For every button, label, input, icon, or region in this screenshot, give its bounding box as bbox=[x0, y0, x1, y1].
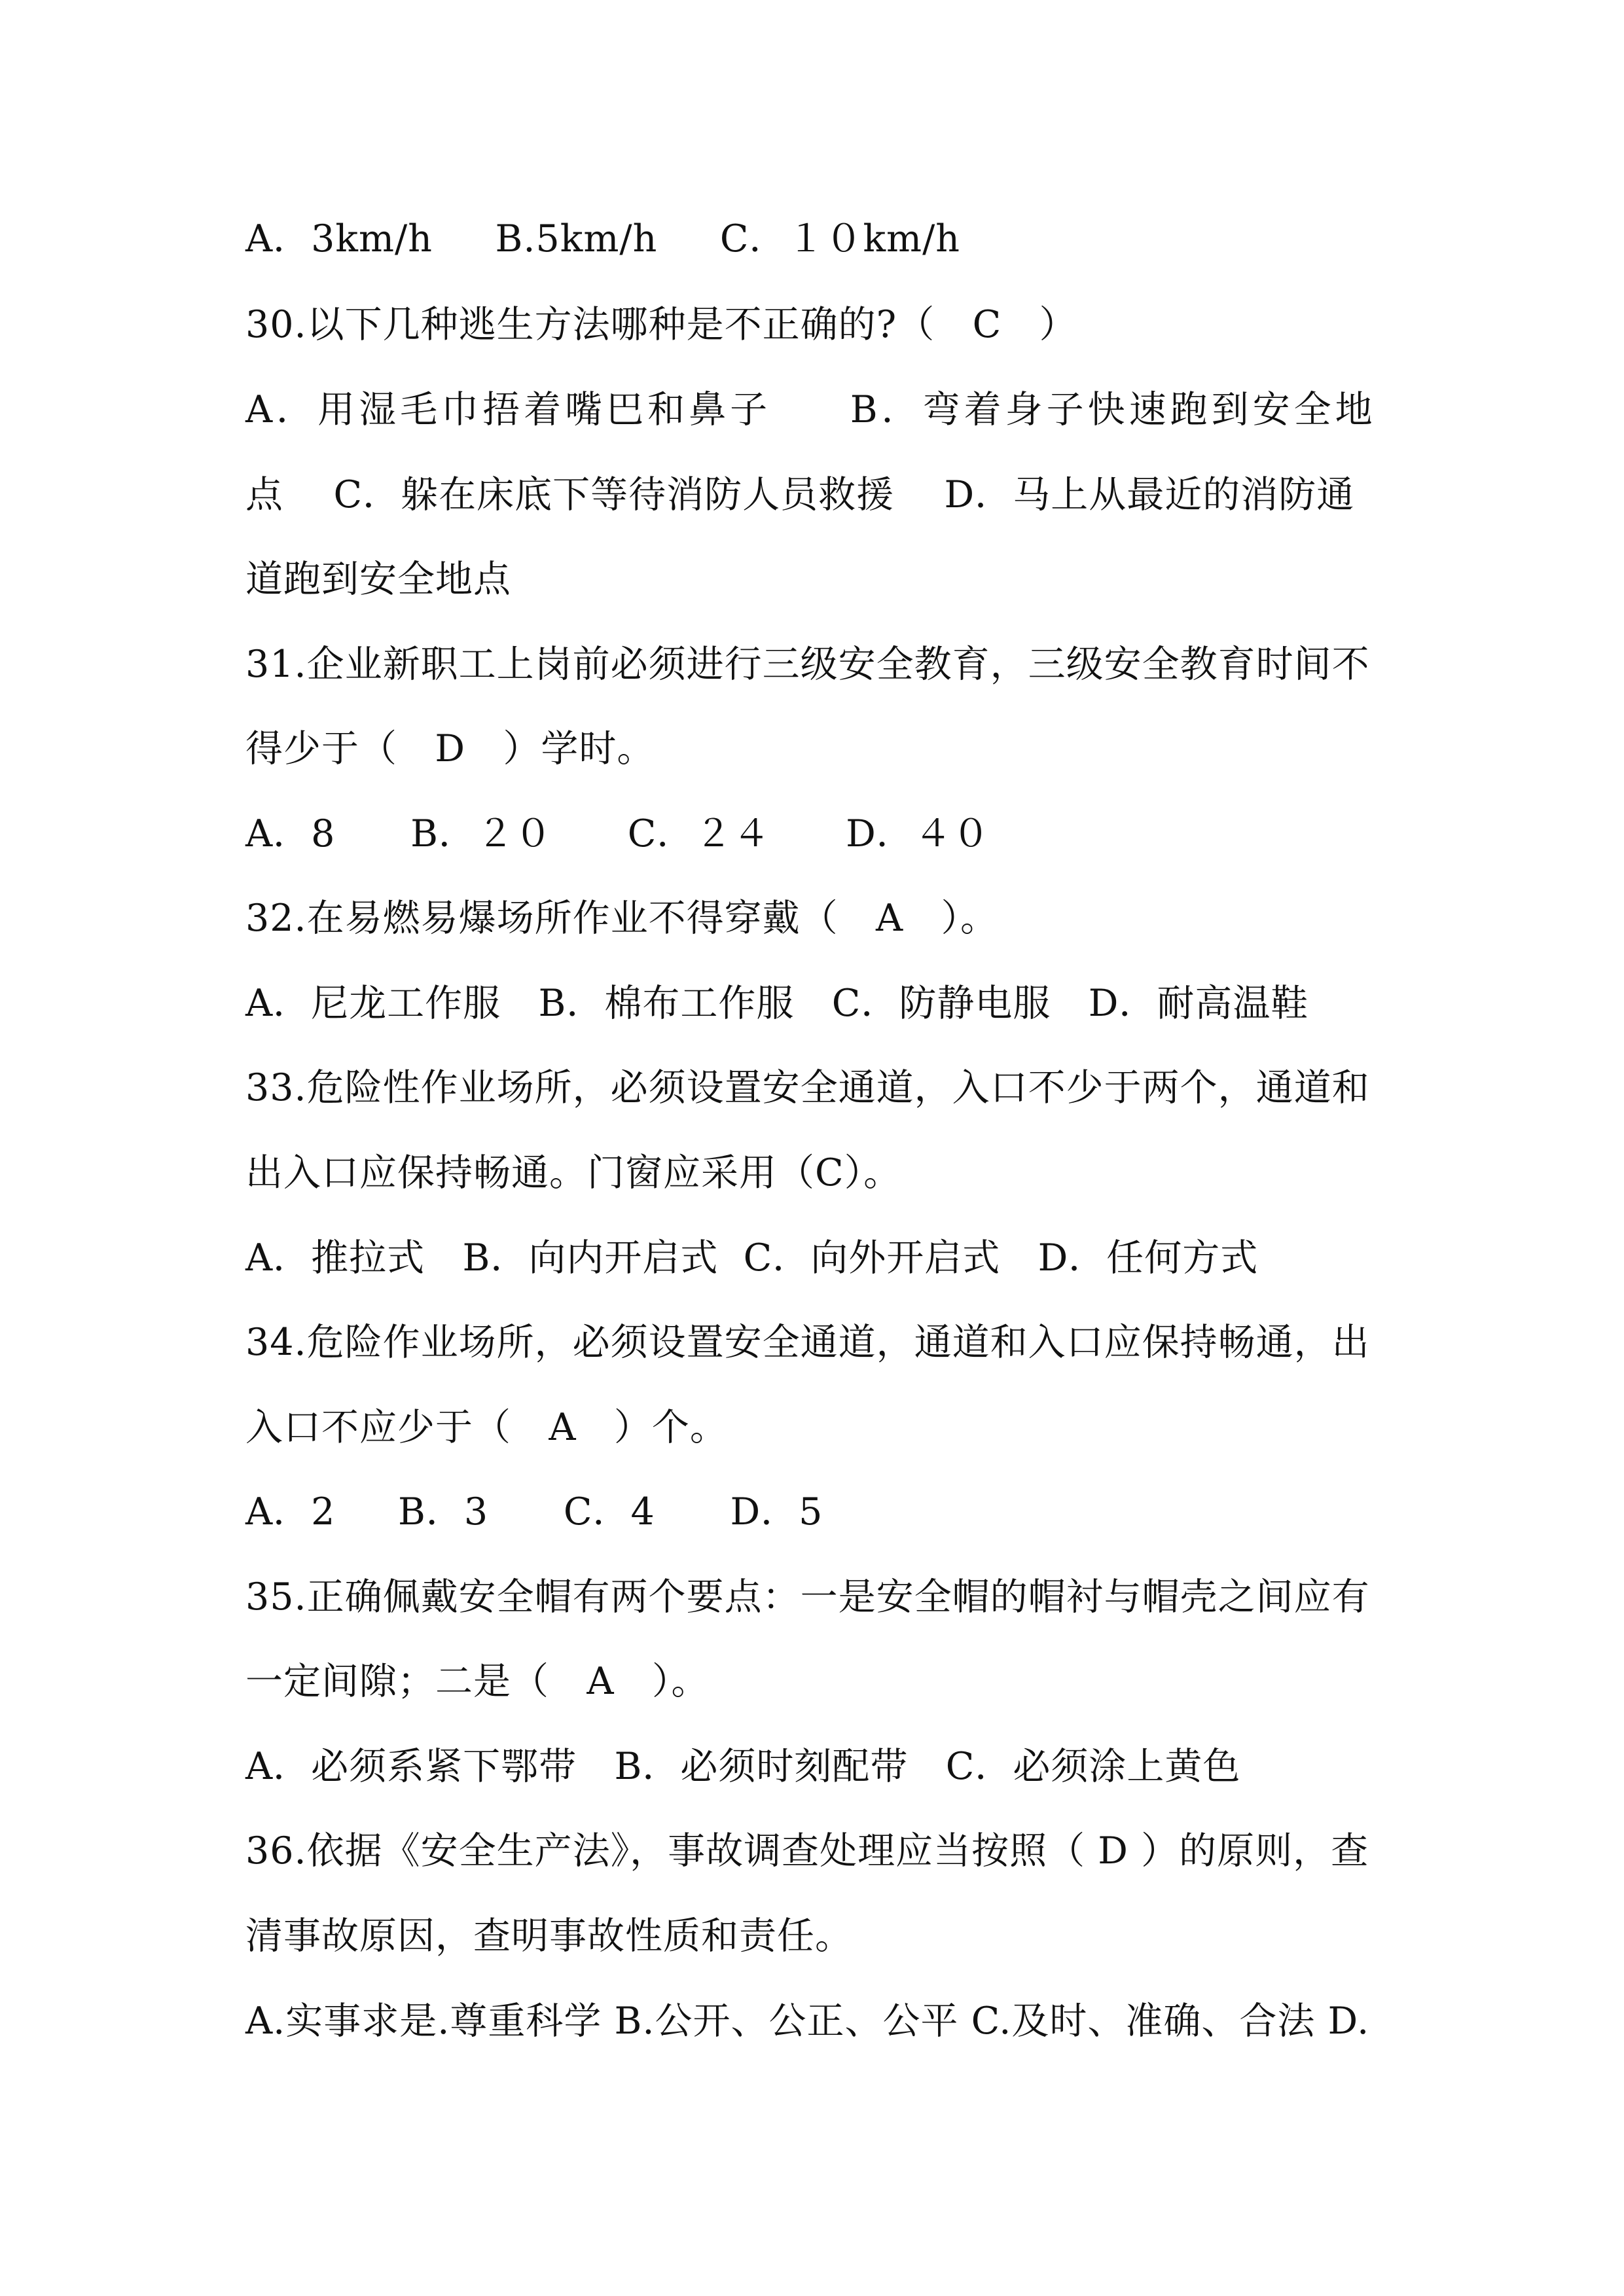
q35-question-line-2: 一定间隙；二是（ A ）。 bbox=[245, 1660, 710, 1703]
q34-options-line: A．2 B．3 C．4 D．5 bbox=[245, 1490, 823, 1534]
q34-question-line-2: 入口不应少于（ A ）个。 bbox=[245, 1406, 728, 1449]
q31-options-line: A．8 B．２０ C．２４ D．４０ bbox=[245, 812, 990, 855]
q36-options-line: A.实事求是.尊重科学 B.公开、公正、公平 C.及时、准确、合法 D. bbox=[245, 2000, 1370, 2043]
q35-question-line-1: 35.正确佩戴安全帽有两个要点：一是安全帽的帽衬与帽壳之间应有 bbox=[245, 1575, 1370, 1619]
q32-question: 32.在易燃易爆场所作业不得穿戴（ A ）。 bbox=[245, 897, 999, 940]
q30-options-line-2: 点 C．躲在床底下等待消防人员救援 D．马上从最近的消防通 bbox=[245, 473, 1355, 516]
q34-question-line-1: 34.危险作业场所，必须设置安全通道，通道和入口应保持畅通，出 bbox=[245, 1321, 1370, 1364]
q30-options-line-1: A．用湿毛巾捂着嘴巴和鼻子 B．弯着身子快速跑到安全地 bbox=[245, 388, 1377, 431]
q33-question-line-1: 33.危险性作业场所，必须设置安全通道，入口不少于两个，通道和 bbox=[245, 1066, 1370, 1109]
q29-options-line: A．3km/h B.5km/h C．１０km/h bbox=[245, 217, 961, 260]
q33-question-line-2: 出入口应保持畅通。门窗应采用（C）。 bbox=[245, 1151, 902, 1194]
q35-options-line: A．必须系紧下鄂带 B．必须时刻配带 C．必须涂上黄色 bbox=[245, 1745, 1241, 1788]
q30-options-line-3: 道跑到安全地点 bbox=[245, 558, 511, 601]
q32-options-line: A．尼龙工作服 B．棉布工作服 C．防静电服 D．耐高温鞋 bbox=[245, 982, 1309, 1025]
q30-question: 30.以下几种逃生方法哪种是不正确的?（ C ） bbox=[245, 303, 1077, 346]
q33-options-line: A．推拉式 B．向内开启式 C．向外开启式 D．任何方式 bbox=[245, 1236, 1259, 1280]
q31-question-line-2: 得少于（ D ）学时。 bbox=[245, 727, 655, 770]
q36-question-line-2: 清事故原因，查明事故性质和责任。 bbox=[245, 1914, 853, 1958]
q31-question-line-1: 31.企业新职工上岗前必须进行三级安全教育，三级安全教育时间不 bbox=[245, 643, 1370, 686]
q36-question-line-1: 36.依据《安全生产法》，事故调查处理应当按照（ D ）的原则，查 bbox=[245, 1829, 1369, 1873]
